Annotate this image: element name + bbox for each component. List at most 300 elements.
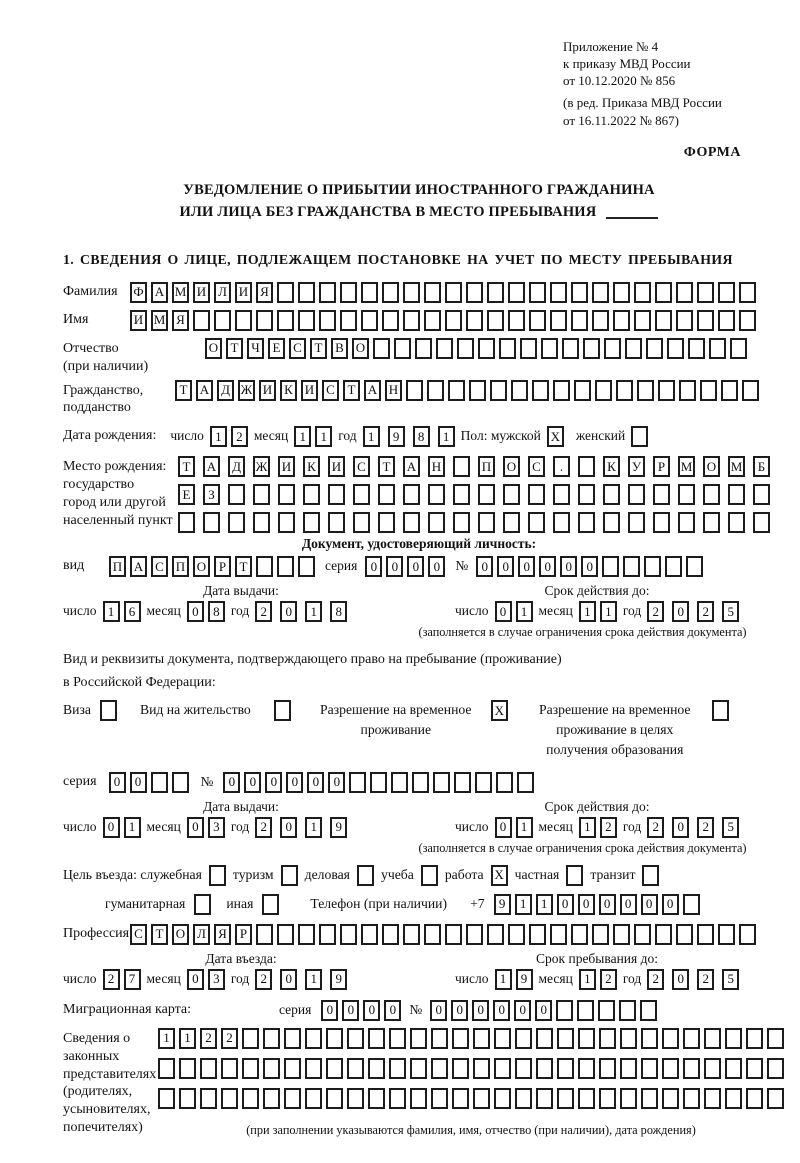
- form-cell[interactable]: [454, 772, 471, 793]
- form-cell[interactable]: [353, 484, 370, 505]
- form-cell[interactable]: 0: [223, 772, 240, 793]
- form-cell[interactable]: [158, 1058, 175, 1079]
- form-cell[interactable]: [550, 310, 567, 331]
- form-cell[interactable]: 0: [280, 969, 297, 990]
- form-cell[interactable]: К: [303, 456, 320, 477]
- form-cell[interactable]: [628, 484, 645, 505]
- form-cell[interactable]: О: [352, 338, 369, 359]
- form-cell[interactable]: Т: [310, 338, 327, 359]
- form-cell[interactable]: 2: [200, 1028, 217, 1049]
- form-cell[interactable]: [457, 338, 474, 359]
- form-cell[interactable]: [298, 282, 315, 303]
- form-cell[interactable]: 2: [255, 601, 272, 622]
- form-cell[interactable]: [256, 310, 273, 331]
- form-cell[interactable]: А: [364, 380, 381, 401]
- form-cell[interactable]: С: [289, 338, 306, 359]
- form-cell[interactable]: [730, 338, 747, 359]
- form-cell[interactable]: [473, 1058, 490, 1079]
- form-cell[interactable]: [494, 1028, 511, 1049]
- visa-checkbox[interactable]: [100, 700, 117, 721]
- form-cell[interactable]: 0: [641, 894, 658, 915]
- form-cell[interactable]: [494, 1088, 511, 1109]
- form-cell[interactable]: [298, 556, 315, 577]
- form-cell[interactable]: О: [205, 338, 222, 359]
- form-cell[interactable]: [641, 1028, 658, 1049]
- form-cell[interactable]: Р: [214, 556, 231, 577]
- form-cell[interactable]: У: [628, 456, 645, 477]
- form-cell[interactable]: [394, 338, 411, 359]
- form-cell[interactable]: 3: [208, 969, 225, 990]
- form-cell[interactable]: 2: [647, 969, 664, 990]
- form-cell[interactable]: 0: [187, 601, 204, 622]
- form-cell[interactable]: [436, 338, 453, 359]
- form-cell[interactable]: [347, 1028, 364, 1049]
- form-cell[interactable]: [602, 556, 619, 577]
- form-cell[interactable]: [658, 380, 675, 401]
- form-cell[interactable]: 1: [305, 817, 322, 838]
- form-cell[interactable]: С: [130, 924, 147, 945]
- form-cell[interactable]: [753, 512, 770, 533]
- form-cell[interactable]: 1: [315, 426, 332, 447]
- form-cell[interactable]: [574, 380, 591, 401]
- form-cell[interactable]: [557, 1028, 574, 1049]
- form-cell[interactable]: [620, 1028, 637, 1049]
- form-cell[interactable]: [553, 512, 570, 533]
- form-cell[interactable]: [228, 512, 245, 533]
- form-cell[interactable]: 1: [600, 601, 617, 622]
- form-cell[interactable]: 0: [365, 556, 382, 577]
- form-cell[interactable]: 1: [495, 969, 512, 990]
- form-cell[interactable]: 1: [124, 817, 141, 838]
- form-cell[interactable]: 1: [438, 426, 455, 447]
- form-cell[interactable]: С: [151, 556, 168, 577]
- form-cell[interactable]: [599, 1028, 616, 1049]
- form-cell[interactable]: [746, 1028, 763, 1049]
- form-cell[interactable]: [179, 1058, 196, 1079]
- form-cell[interactable]: [767, 1088, 784, 1109]
- form-cell[interactable]: Р: [235, 924, 252, 945]
- form-cell[interactable]: [448, 380, 465, 401]
- form-cell[interactable]: 7: [124, 969, 141, 990]
- form-cell[interactable]: [718, 282, 735, 303]
- form-cell[interactable]: [328, 484, 345, 505]
- form-cell[interactable]: [725, 1028, 742, 1049]
- form-cell[interactable]: [697, 310, 714, 331]
- form-cell[interactable]: 1: [103, 601, 120, 622]
- form-cell[interactable]: [382, 310, 399, 331]
- form-cell[interactable]: [158, 1088, 175, 1109]
- form-cell[interactable]: [431, 1088, 448, 1109]
- form-cell[interactable]: [536, 1028, 553, 1049]
- form-cell[interactable]: [532, 380, 549, 401]
- form-cell[interactable]: [340, 310, 357, 331]
- form-cell[interactable]: О: [503, 456, 520, 477]
- form-cell[interactable]: 2: [697, 817, 714, 838]
- form-cell[interactable]: [598, 1000, 615, 1021]
- form-cell[interactable]: [592, 310, 609, 331]
- form-cell[interactable]: 1: [579, 969, 596, 990]
- form-cell[interactable]: 0: [280, 817, 297, 838]
- form-cell[interactable]: [496, 772, 513, 793]
- form-cell[interactable]: [466, 924, 483, 945]
- form-cell[interactable]: [557, 1088, 574, 1109]
- form-cell[interactable]: 1: [515, 894, 532, 915]
- form-cell[interactable]: [370, 772, 387, 793]
- form-cell[interactable]: [478, 338, 495, 359]
- form-cell[interactable]: [634, 924, 651, 945]
- form-cell[interactable]: [653, 484, 670, 505]
- form-cell[interactable]: [704, 1088, 721, 1109]
- form-cell[interactable]: [603, 484, 620, 505]
- form-cell[interactable]: [277, 556, 294, 577]
- form-cell[interactable]: [242, 1028, 259, 1049]
- form-cell[interactable]: [478, 484, 495, 505]
- form-cell[interactable]: 1: [579, 817, 596, 838]
- form-cell[interactable]: М: [172, 282, 189, 303]
- form-cell[interactable]: 8: [330, 601, 347, 622]
- form-cell[interactable]: [494, 1058, 511, 1079]
- form-cell[interactable]: 8: [413, 426, 430, 447]
- form-cell[interactable]: [203, 512, 220, 533]
- form-cell[interactable]: 0: [578, 894, 595, 915]
- form-cell[interactable]: Д: [228, 456, 245, 477]
- form-cell[interactable]: [613, 924, 630, 945]
- form-cell[interactable]: [604, 338, 621, 359]
- form-cell[interactable]: [453, 456, 470, 477]
- form-cell[interactable]: 2: [647, 601, 664, 622]
- form-cell[interactable]: [578, 1088, 595, 1109]
- form-cell[interactable]: [578, 512, 595, 533]
- form-cell[interactable]: [200, 1058, 217, 1079]
- form-cell[interactable]: [368, 1058, 385, 1079]
- form-cell[interactable]: 0: [672, 969, 689, 990]
- form-cell[interactable]: [445, 924, 462, 945]
- form-cell[interactable]: [278, 512, 295, 533]
- form-cell[interactable]: 1: [210, 426, 227, 447]
- form-cell[interactable]: [511, 380, 528, 401]
- form-cell[interactable]: Т: [151, 924, 168, 945]
- form-cell[interactable]: [406, 380, 423, 401]
- form-cell[interactable]: 0: [581, 556, 598, 577]
- form-cell[interactable]: [728, 512, 745, 533]
- form-cell[interactable]: [653, 512, 670, 533]
- form-cell[interactable]: П: [109, 556, 126, 577]
- form-cell[interactable]: [619, 1000, 636, 1021]
- form-cell[interactable]: [389, 1028, 406, 1049]
- form-cell[interactable]: [620, 1058, 637, 1079]
- form-cell[interactable]: [725, 1088, 742, 1109]
- purpose-transit-checkbox[interactable]: [642, 865, 659, 886]
- form-cell[interactable]: [704, 1058, 721, 1079]
- form-cell[interactable]: [475, 772, 492, 793]
- form-cell[interactable]: [487, 924, 504, 945]
- form-cell[interactable]: [644, 556, 661, 577]
- form-cell[interactable]: [469, 380, 486, 401]
- form-cell[interactable]: П: [478, 456, 495, 477]
- form-cell[interactable]: [697, 924, 714, 945]
- form-cell[interactable]: 9: [330, 969, 347, 990]
- residence-permit-checkbox[interactable]: [274, 700, 291, 721]
- form-cell[interactable]: 0: [662, 894, 679, 915]
- form-cell[interactable]: Т: [378, 456, 395, 477]
- form-cell[interactable]: [655, 924, 672, 945]
- form-cell[interactable]: [303, 512, 320, 533]
- form-cell[interactable]: [599, 1088, 616, 1109]
- form-cell[interactable]: [361, 310, 378, 331]
- form-cell[interactable]: [256, 556, 273, 577]
- form-cell[interactable]: [347, 1058, 364, 1079]
- form-cell[interactable]: [368, 1028, 385, 1049]
- form-cell[interactable]: [721, 380, 738, 401]
- form-cell[interactable]: 5: [722, 601, 739, 622]
- form-cell[interactable]: [578, 456, 595, 477]
- form-cell[interactable]: [410, 1028, 427, 1049]
- form-cell[interactable]: [571, 310, 588, 331]
- form-cell[interactable]: 9: [516, 969, 533, 990]
- form-cell[interactable]: И: [259, 380, 276, 401]
- form-cell[interactable]: Р: [653, 456, 670, 477]
- form-cell[interactable]: [340, 282, 357, 303]
- form-cell[interactable]: И: [130, 310, 147, 331]
- form-cell[interactable]: [403, 512, 420, 533]
- form-cell[interactable]: [578, 1058, 595, 1079]
- form-cell[interactable]: [424, 282, 441, 303]
- form-cell[interactable]: 3: [208, 817, 225, 838]
- form-cell[interactable]: [718, 310, 735, 331]
- form-cell[interactable]: 0: [451, 1000, 468, 1021]
- form-cell[interactable]: Т: [178, 456, 195, 477]
- form-cell[interactable]: [433, 772, 450, 793]
- form-cell[interactable]: 2: [697, 969, 714, 990]
- form-cell[interactable]: 0: [428, 556, 445, 577]
- form-cell[interactable]: [256, 924, 273, 945]
- form-cell[interactable]: П: [172, 556, 189, 577]
- form-cell[interactable]: 0: [560, 556, 577, 577]
- form-cell[interactable]: [725, 1058, 742, 1079]
- form-cell[interactable]: 5: [722, 817, 739, 838]
- form-cell[interactable]: 0: [103, 817, 120, 838]
- form-cell[interactable]: 0: [672, 601, 689, 622]
- form-cell[interactable]: [553, 484, 570, 505]
- form-cell[interactable]: [700, 380, 717, 401]
- form-cell[interactable]: [595, 380, 612, 401]
- form-cell[interactable]: [623, 556, 640, 577]
- form-cell[interactable]: [655, 310, 672, 331]
- form-cell[interactable]: М: [728, 456, 745, 477]
- form-cell[interactable]: [452, 1058, 469, 1079]
- form-cell[interactable]: [305, 1058, 322, 1079]
- form-cell[interactable]: [172, 772, 189, 793]
- form-cell[interactable]: [415, 338, 432, 359]
- form-cell[interactable]: [665, 556, 682, 577]
- form-cell[interactable]: [697, 282, 714, 303]
- form-cell[interactable]: [284, 1058, 301, 1079]
- form-cell[interactable]: Н: [385, 380, 402, 401]
- form-cell[interactable]: [541, 338, 558, 359]
- form-cell[interactable]: [616, 380, 633, 401]
- form-cell[interactable]: [517, 772, 534, 793]
- form-cell[interactable]: [628, 512, 645, 533]
- form-cell[interactable]: [242, 1058, 259, 1079]
- purpose-private-checkbox[interactable]: [566, 865, 583, 886]
- form-cell[interactable]: Ф: [130, 282, 147, 303]
- form-cell[interactable]: [263, 1058, 280, 1079]
- form-cell[interactable]: [603, 512, 620, 533]
- form-cell[interactable]: [403, 310, 420, 331]
- form-cell[interactable]: [403, 924, 420, 945]
- form-cell[interactable]: 2: [255, 969, 272, 990]
- form-cell[interactable]: [742, 380, 759, 401]
- form-cell[interactable]: 0: [386, 556, 403, 577]
- form-cell[interactable]: И: [328, 456, 345, 477]
- form-cell[interactable]: [412, 772, 429, 793]
- form-cell[interactable]: [688, 338, 705, 359]
- form-cell[interactable]: [378, 512, 395, 533]
- form-cell[interactable]: Д: [217, 380, 234, 401]
- form-cell[interactable]: [424, 310, 441, 331]
- form-cell[interactable]: [662, 1028, 679, 1049]
- form-cell[interactable]: 1: [579, 601, 596, 622]
- form-cell[interactable]: Л: [214, 282, 231, 303]
- form-cell[interactable]: [347, 1088, 364, 1109]
- form-cell[interactable]: [214, 310, 231, 331]
- form-cell[interactable]: 0: [672, 817, 689, 838]
- form-cell[interactable]: [746, 1058, 763, 1079]
- form-cell[interactable]: [578, 484, 595, 505]
- form-cell[interactable]: [520, 338, 537, 359]
- form-cell[interactable]: К: [280, 380, 297, 401]
- form-cell[interactable]: К: [603, 456, 620, 477]
- form-cell[interactable]: 1: [305, 969, 322, 990]
- form-cell[interactable]: [613, 310, 630, 331]
- form-cell[interactable]: [728, 484, 745, 505]
- form-cell[interactable]: [499, 338, 516, 359]
- form-cell[interactable]: [361, 282, 378, 303]
- form-cell[interactable]: [592, 924, 609, 945]
- form-cell[interactable]: 0: [384, 1000, 401, 1021]
- form-cell[interactable]: [536, 1058, 553, 1079]
- form-cell[interactable]: [641, 1058, 658, 1079]
- form-cell[interactable]: 0: [307, 772, 324, 793]
- form-cell[interactable]: [679, 380, 696, 401]
- form-cell[interactable]: Т: [226, 338, 243, 359]
- form-cell[interactable]: [577, 1000, 594, 1021]
- form-cell[interactable]: 1: [516, 817, 533, 838]
- form-cell[interactable]: А: [203, 456, 220, 477]
- form-cell[interactable]: [235, 310, 252, 331]
- form-cell[interactable]: [578, 1028, 595, 1049]
- form-cell[interactable]: [263, 1088, 280, 1109]
- form-cell[interactable]: [508, 310, 525, 331]
- form-cell[interactable]: 0: [187, 969, 204, 990]
- form-cell[interactable]: 0: [109, 772, 126, 793]
- form-cell[interactable]: [382, 282, 399, 303]
- form-cell[interactable]: [490, 380, 507, 401]
- form-cell[interactable]: 2: [255, 817, 272, 838]
- gender-male-checkbox[interactable]: X: [547, 426, 564, 447]
- form-cell[interactable]: Ж: [253, 456, 270, 477]
- form-cell[interactable]: [704, 1028, 721, 1049]
- form-cell[interactable]: [753, 484, 770, 505]
- form-cell[interactable]: 0: [363, 1000, 380, 1021]
- form-cell[interactable]: 0: [472, 1000, 489, 1021]
- form-cell[interactable]: 1: [536, 894, 553, 915]
- form-cell[interactable]: 1: [516, 601, 533, 622]
- form-cell[interactable]: [553, 380, 570, 401]
- form-cell[interactable]: [361, 924, 378, 945]
- form-cell[interactable]: [718, 924, 735, 945]
- form-cell[interactable]: [550, 924, 567, 945]
- form-cell[interactable]: [571, 282, 588, 303]
- form-cell[interactable]: [487, 310, 504, 331]
- form-cell[interactable]: [353, 512, 370, 533]
- form-cell[interactable]: [473, 1088, 490, 1109]
- form-cell[interactable]: М: [151, 310, 168, 331]
- form-cell[interactable]: 0: [265, 772, 282, 793]
- form-cell[interactable]: А: [196, 380, 213, 401]
- form-cell[interactable]: [678, 512, 695, 533]
- form-cell[interactable]: 1: [363, 426, 380, 447]
- form-cell[interactable]: [391, 772, 408, 793]
- form-cell[interactable]: И: [278, 456, 295, 477]
- form-cell[interactable]: [326, 1088, 343, 1109]
- form-cell[interactable]: 0: [493, 1000, 510, 1021]
- form-cell[interactable]: [767, 1058, 784, 1079]
- form-cell[interactable]: [368, 1088, 385, 1109]
- form-cell[interactable]: [221, 1088, 238, 1109]
- form-cell[interactable]: В: [331, 338, 348, 359]
- form-cell[interactable]: [340, 924, 357, 945]
- form-cell[interactable]: 0: [407, 556, 424, 577]
- form-cell[interactable]: [487, 282, 504, 303]
- form-cell[interactable]: Ч: [247, 338, 264, 359]
- form-cell[interactable]: 0: [328, 772, 345, 793]
- form-cell[interactable]: 8: [208, 601, 225, 622]
- form-cell[interactable]: [676, 924, 693, 945]
- form-cell[interactable]: [253, 512, 270, 533]
- form-cell[interactable]: 0: [244, 772, 261, 793]
- form-cell[interactable]: [284, 1028, 301, 1049]
- form-cell[interactable]: [683, 1028, 700, 1049]
- form-cell[interactable]: [445, 310, 462, 331]
- form-cell[interactable]: [221, 1058, 238, 1079]
- form-cell[interactable]: [427, 380, 444, 401]
- form-cell[interactable]: [452, 1088, 469, 1109]
- form-cell[interactable]: 0: [514, 1000, 531, 1021]
- form-cell[interactable]: Т: [175, 380, 192, 401]
- form-cell[interactable]: С: [322, 380, 339, 401]
- form-cell[interactable]: 1: [179, 1028, 196, 1049]
- form-cell[interactable]: [263, 1028, 280, 1049]
- form-cell[interactable]: [613, 282, 630, 303]
- purpose-humanitarian-checkbox[interactable]: [194, 894, 211, 915]
- form-cell[interactable]: [620, 1088, 637, 1109]
- form-cell[interactable]: О: [193, 556, 210, 577]
- form-cell[interactable]: 9: [494, 894, 511, 915]
- form-cell[interactable]: [528, 512, 545, 533]
- form-cell[interactable]: С: [353, 456, 370, 477]
- form-cell[interactable]: .: [553, 456, 570, 477]
- form-cell[interactable]: [676, 282, 693, 303]
- form-cell[interactable]: [625, 338, 642, 359]
- form-cell[interactable]: [305, 1028, 322, 1049]
- form-cell[interactable]: [529, 282, 546, 303]
- form-cell[interactable]: Я: [256, 282, 273, 303]
- form-cell[interactable]: [373, 338, 390, 359]
- purpose-work-checkbox[interactable]: X: [491, 865, 508, 886]
- form-cell[interactable]: И: [235, 282, 252, 303]
- form-cell[interactable]: [676, 310, 693, 331]
